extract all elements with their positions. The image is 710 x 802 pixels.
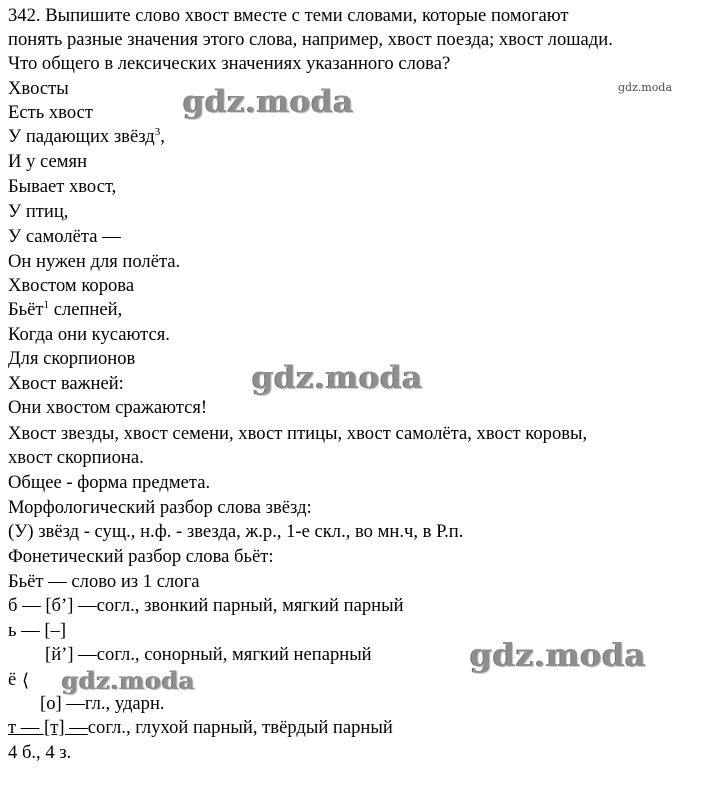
answer-common: Общее - форма предмета. <box>8 472 211 493</box>
phon-title: Фонетический разбор слова бьёт: <box>8 546 274 567</box>
watermark-corner: gdz.moda <box>618 81 673 94</box>
poem-line-11: Для скорпионов <box>8 348 136 369</box>
poem-line-2 <box>8 125 165 149</box>
poem-line-10: Когда они кусаются. <box>8 324 170 345</box>
watermark-top: gdz.moda <box>183 84 354 120</box>
footnote-mark: 1 <box>43 298 50 311</box>
watermark-middle: gdz.moda <box>252 360 423 396</box>
task-line-1: 342. Выпишите слово хвост вместе с теми словами, которые помогают <box>8 5 569 26</box>
poem-line-3: И у семян <box>8 151 88 172</box>
phon-o: [о] —гл., ударн. <box>40 693 165 714</box>
poem-line-4: Бывает хвост, <box>8 176 117 197</box>
brace-glyph: ⟨ <box>22 670 30 690</box>
task-line-2: понять разные значения этого слова, например, хвост поезда; хвост лошади. <box>8 29 613 50</box>
poem-line-7: Он нужен для полёта. <box>8 251 181 272</box>
poem-title: Хвосты <box>8 78 69 99</box>
answer-phrases-1: Хвост звезды, хвост семени, хвост птицы, хвост самолёта, хвост коровы, <box>8 423 588 444</box>
poem-line-9-rest: слепней, <box>49 299 123 320</box>
footnote-mark: 3 <box>154 125 161 138</box>
watermark-left: gdz.moda <box>62 666 196 695</box>
phon-t <box>8 716 393 740</box>
poem-line-9-word: Бьёт <box>8 299 44 320</box>
phon-j: [й’] —согл., сонорный, мягкий непарный <box>45 644 372 665</box>
poem-line-9 <box>8 298 122 322</box>
phon-yo: ё <box>8 669 17 690</box>
poem-line-2-text: У падающих звёзд <box>8 126 155 147</box>
morph-body: (У) звёзд - сущ., н.ф. - звезда, ж.р., 1-е скл., во мн.ч, в Р.п. <box>8 521 464 542</box>
phon-t-underlined: т — [т] — <box>8 717 88 738</box>
poem-line-6: У самолёта — <box>8 226 121 247</box>
answer-phrases-2: хвост скорпиона. <box>8 447 144 468</box>
task-line-3: Что общего в лексических значениях указанного слова? <box>8 53 451 74</box>
poem-line-8: Хвостом корова <box>8 275 135 296</box>
morph-title: Морфологический разбор слова звёзд: <box>8 497 312 518</box>
poem-line-1: Есть хвост <box>8 102 93 123</box>
phon-soft-sign: ь — [–] <box>8 620 67 641</box>
phon-t-rest: согл., глухой парный, твёрдый парный <box>87 717 393 738</box>
poem-line-13: Они хвостом сражаются! <box>8 397 208 418</box>
poem-line-12: Хвост важней: <box>8 373 124 394</box>
phon-b: б — [б’] —согл., звонкий парный, мягкий парный <box>8 595 404 616</box>
phon-syllables: Бьёт — слово из 1 слога <box>8 571 200 592</box>
poem-line-2-end: , <box>160 126 165 147</box>
watermark-right: gdz.moda <box>470 636 647 674</box>
phon-total: 4 б., 4 з. <box>8 742 72 763</box>
poem-line-5: У птиц, <box>8 201 69 222</box>
